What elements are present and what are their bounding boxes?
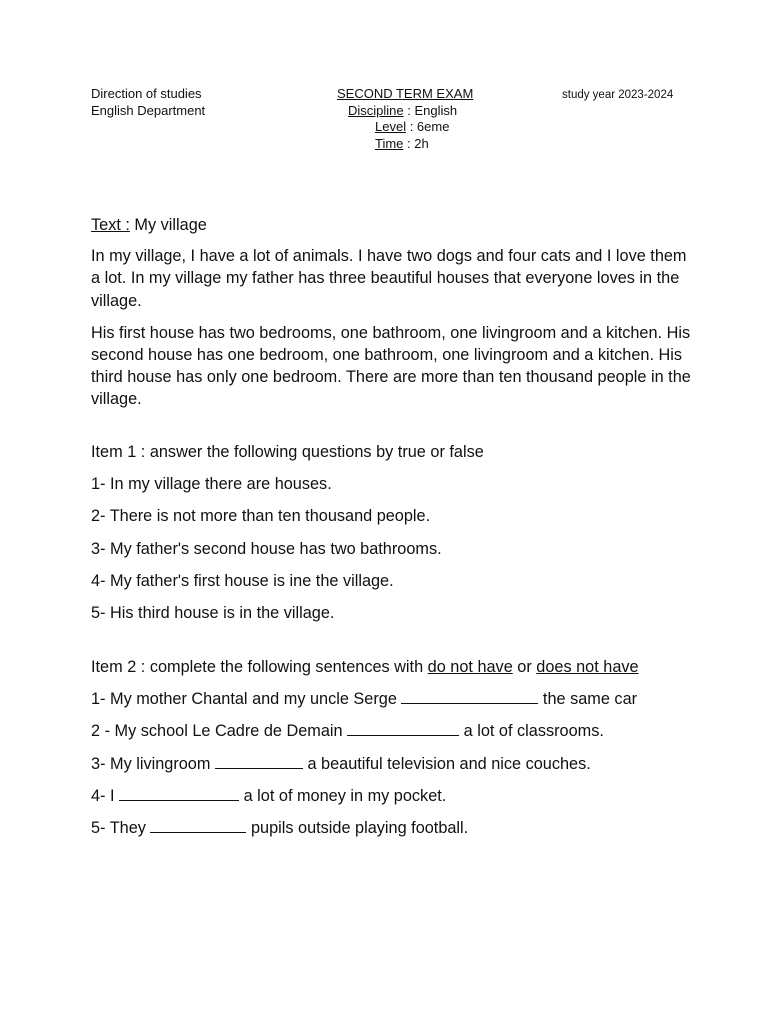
option-or: or (512, 657, 537, 676)
sentence-before: 4- I (91, 786, 120, 805)
word-false: false (449, 442, 484, 461)
header-left (91, 86, 205, 119)
text-paragraph-1: In my village, I have a lot of animals. I have two dogs and four cats and I love them a lot. In my village my father has three beautiful houses that everyone loves in the village. (91, 247, 687, 310)
exam-content (91, 214, 691, 850)
sentence-after: a lot of classrooms. (459, 722, 604, 741)
sentence-before: 3- My livingroom (91, 754, 215, 773)
item1-heading (91, 441, 691, 463)
answer-blank[interactable] (215, 754, 303, 769)
sentence-after: pupils outside playing football. (246, 819, 469, 838)
text-label: Text : (91, 216, 130, 234)
sentence-after: the same car (538, 689, 638, 708)
english-department: English Department (91, 102, 206, 118)
item1-question-2: 2- There is not more than ten thousand people. (91, 507, 431, 526)
discipline-label: Discipline (348, 102, 404, 118)
sentence-after: a lot of money in my pocket. (239, 786, 447, 805)
sentence-after: a beautiful television and nice couches. (302, 754, 591, 773)
text-paragraph-2: His first house has two bedrooms, one bathroom, one livingroom and a kitchen. His second house has one bedroom, one bathroom, one livingroom and a kitchen. His third house has only one bedroom. There are more than ten thousand people in the village. (91, 323, 691, 409)
word-or: or (425, 442, 450, 461)
answer-blank[interactable] (347, 721, 459, 736)
study-year: study year 2023-2024 (562, 89, 674, 101)
discipline-value: : English (403, 102, 458, 118)
time-label: Time (375, 135, 404, 151)
item2-heading-text: Item 2 : complete the following sentences with (91, 657, 428, 676)
item2-sentence-5 (91, 817, 691, 839)
level-label: Level (375, 119, 407, 134)
sentence-before: 1- My mother Chantal and my uncle Serge (91, 689, 402, 708)
answer-blank[interactable] (401, 689, 538, 704)
item1-question-4: 4- My father's first house is ine the village. (91, 572, 394, 590)
item1-question-3: 3- My father's second house has two bathrooms. (91, 539, 442, 558)
time-value: : 2h (403, 135, 429, 151)
exam-title: SECOND TERM EXAM (337, 86, 474, 101)
item2-sentence-4 (91, 785, 691, 807)
word-true: true (397, 442, 426, 461)
item2-sentence-1 (91, 688, 691, 710)
item2-sentence-2 (91, 720, 691, 742)
option-does-not-have: does not have (536, 657, 639, 676)
option-do-not-have: do not have (427, 657, 513, 676)
item1-heading-text: Item 1 : answer the following questions by (91, 442, 398, 461)
text-title-value: My village (129, 216, 207, 234)
answer-blank[interactable] (119, 786, 239, 801)
level-value: : 6eme (406, 119, 450, 134)
sentence-before: 2 - My school Le Cadre de Demain (91, 722, 348, 741)
item1-question-5: 5- His third house is in the village. (91, 604, 335, 623)
direction-of-studies: Direction of studies (91, 86, 202, 101)
header-center (300, 86, 512, 152)
answer-blank[interactable] (150, 818, 246, 833)
item2-heading (91, 656, 691, 678)
text-title (91, 214, 691, 236)
item1-question-1: 1- In my village there are houses. (91, 474, 332, 493)
item2-sentence-3 (91, 753, 691, 775)
sentence-before: 5- They (91, 819, 151, 838)
